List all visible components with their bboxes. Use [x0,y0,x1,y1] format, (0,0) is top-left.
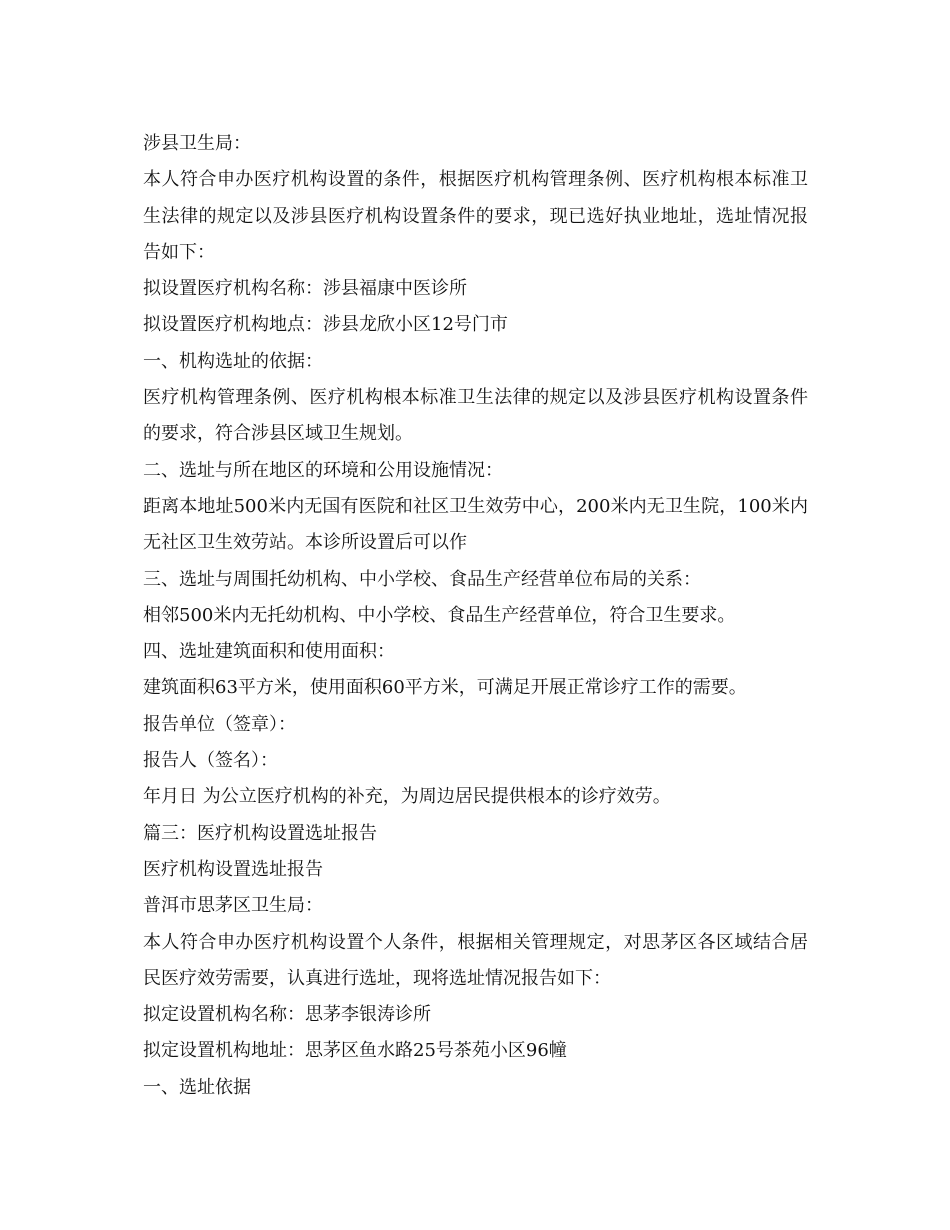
addressee-line: 涉县卫生局： [143,133,251,154]
body-paragraph: 医疗机构管理条例、医疗机构根本标准卫生法律的规定以及涉县医疗机构设置条件的要求，符合涉县区域卫生规划。 [143,387,808,445]
section-heading: 三、选址与周围托幼机构、中小学校、食品生产经营单位布局的关系： [143,568,701,590]
body-paragraph: 距离本地址500米内无国有医院和社区卫生效劳中心，200米内无卫生院，100米内无社区卫生效劳站。本诊所设置后可以作 [143,495,808,554]
intro-paragraph: 本人符合申办医疗机构设置个人条件，根据相关管理规定，对思茅区各区域结合居民医疗效劳需要，认真进行选址，现将选址情况报告如下： [143,931,808,989]
document-body [143,126,808,1106]
body-paragraph: 相邻500米内无托幼机构、中小学校、食品生产经营单位，符合卫生要求。 [143,604,736,626]
section-heading: 二、选址与所在地区的环境和公用设施情况： [143,459,503,481]
institution-location-line: 拟设置医疗机构地点：涉县龙欣小区12号门市 [143,314,508,336]
section-heading: 一、机构选址的依据： [143,350,323,372]
section-heading: 四、选址建筑面积和使用面积： [143,641,395,663]
institution-name-line: 拟设置医疗机构名称：涉县福康中医诊所 [143,278,467,300]
addressee-line: 普洱市思茅区卫生局： [143,895,323,917]
signature-person-line: 报告人（签名）： [143,750,278,772]
institution-name-line: 拟定设置机构名称：思茅李银涛诊所 [143,1004,431,1026]
intro-paragraph: 本人符合申办医疗机构设置的条件，根据医疗机构管理条例、医疗机构根本标准卫生法律的规定以及涉县医疗机构设置条件的要求，现已选好执业地址，选址情况报告如下： [143,169,808,263]
report-title: 医疗机构设置选址报告 [143,858,323,880]
institution-address-line: 拟定设置机构地址：思茅区鱼水路25号茶苑小区96幢 [143,1040,567,1062]
body-paragraph: 建筑面积63平方米，使用面积60平方米，可满足开展正常诊疗工作的需要。 [143,677,747,699]
signature-unit-line: 报告单位（签章）： [143,713,296,735]
date-line: 年月日 为公立医疗机构的补充，为周边居民提供根本的诊疗效劳。 [143,786,671,808]
chapter-title: 篇三：医疗机构设置选址报告 [143,822,377,844]
section-heading: 一、选址依据 [143,1076,251,1098]
